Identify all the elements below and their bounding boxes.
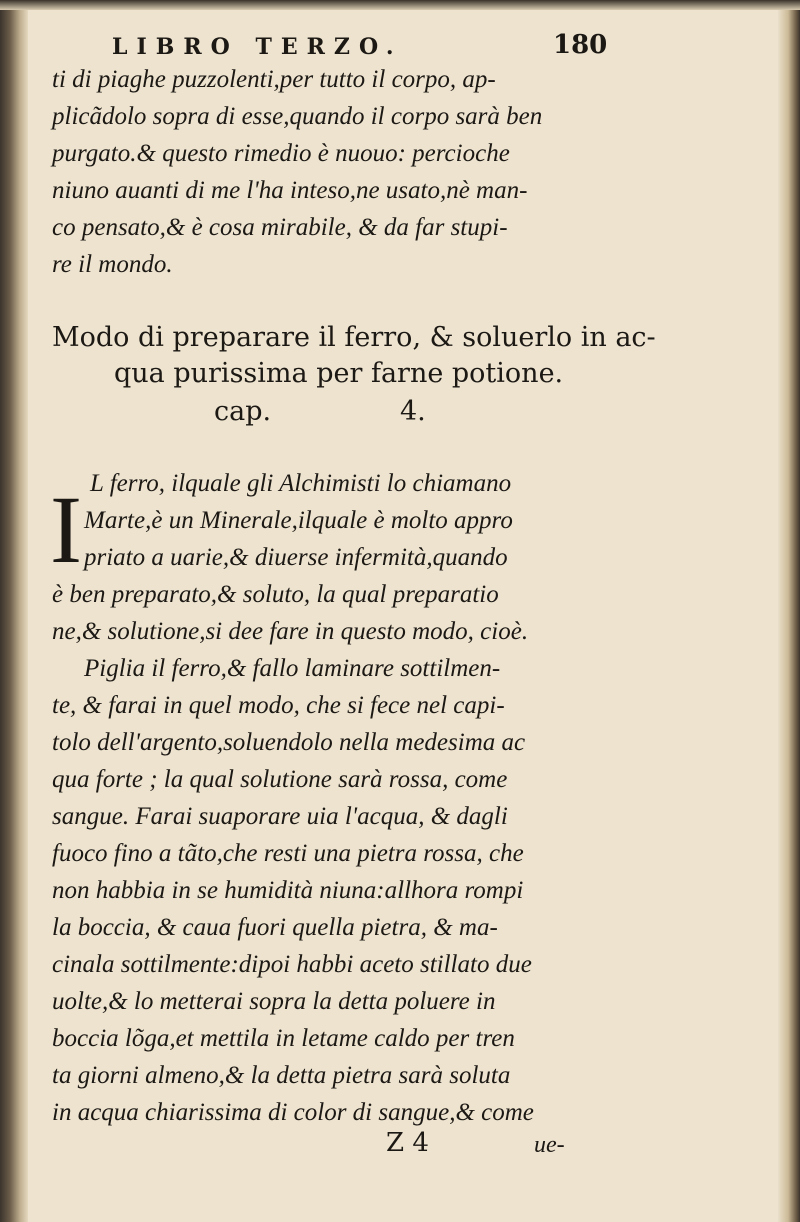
signature-mark: Z 4 <box>386 1128 429 1158</box>
body-line: Piglia il ferro,& fallo laminare sottilmen- <box>84 655 501 682</box>
body-line: te, & farai in quel modo, che si fece nel capi- <box>52 692 505 719</box>
chapter-number: 4. <box>400 396 426 427</box>
body-line: sangue. Farai suaporare uia l'acqua, & dagli <box>52 803 508 830</box>
chapter-title-line-1: Modo di preparare il ferro, & soluerlo in ac- <box>52 322 656 353</box>
drop-cap: I <box>50 476 82 583</box>
body-line: boccia lõga,et mettila in letame caldo per tren <box>52 1025 515 1052</box>
body-line: è ben preparato,& soluto, la qual preparatio <box>52 581 499 608</box>
page-top-edge <box>0 0 800 10</box>
body-line: la boccia, & caua fuori quella pietra, & ma- <box>52 914 498 941</box>
body-line: in acqua chiarissima di color di sangue,& come <box>52 1099 534 1126</box>
body-line: tolo dell'argento,soluendolo nella medesima ac <box>52 729 526 756</box>
page-right-edge <box>778 0 800 1222</box>
continuation-line: re il mondo. <box>52 251 173 278</box>
chapter-title-line-2: qua purissima per farne potione. <box>114 358 564 389</box>
body-line: non habbia in se humidità niuna:allhora rompi <box>52 877 524 904</box>
body-line: priato a uarie,& diuerse infermità,quando <box>84 544 508 571</box>
continuation-line: purgato.& questo rimedio è nuouo: percioche <box>52 140 510 167</box>
continuation-line: ti di piaghe puzzolenti,per tutto il corpo, ap- <box>52 66 496 93</box>
binding-gutter <box>0 0 28 1222</box>
body-line: uolte,& lo metterai sopra la detta poluere in <box>52 988 496 1015</box>
chapter-label: cap. <box>214 396 272 427</box>
body-line: ta giorni almeno,& la detta pietra sarà soluta <box>52 1062 511 1089</box>
body-line: ne,& solutione,si dee fare in questo modo, cioè. <box>52 618 529 645</box>
page-number: 180 <box>553 30 608 60</box>
continuation-line: niuno auanti di me l'ha inteso,ne usato,nè man- <box>52 177 528 204</box>
catchword: ue- <box>534 1132 565 1158</box>
continuation-line: co pensato,& è cosa mirabile, & da far stupi- <box>52 214 508 241</box>
body-line: qua forte ; la qual solutione sarà rossa, come <box>52 766 508 793</box>
continuation-line: plicãdolo sopra di esse,quando il corpo sarà ben <box>52 103 543 130</box>
body-line: cinala sottilmente:dipoi habbi aceto stillato due <box>52 951 532 978</box>
running-title: LIBRO TERZO. <box>112 34 403 60</box>
body-line: L ferro, ilquale gli Alchimisti lo chiamano <box>90 470 512 497</box>
body-line: Marte,è un Minerale,ilquale è molto appro <box>84 507 513 534</box>
body-line: fuoco fino a tãto,che resti una pietra rossa, che <box>52 840 524 867</box>
